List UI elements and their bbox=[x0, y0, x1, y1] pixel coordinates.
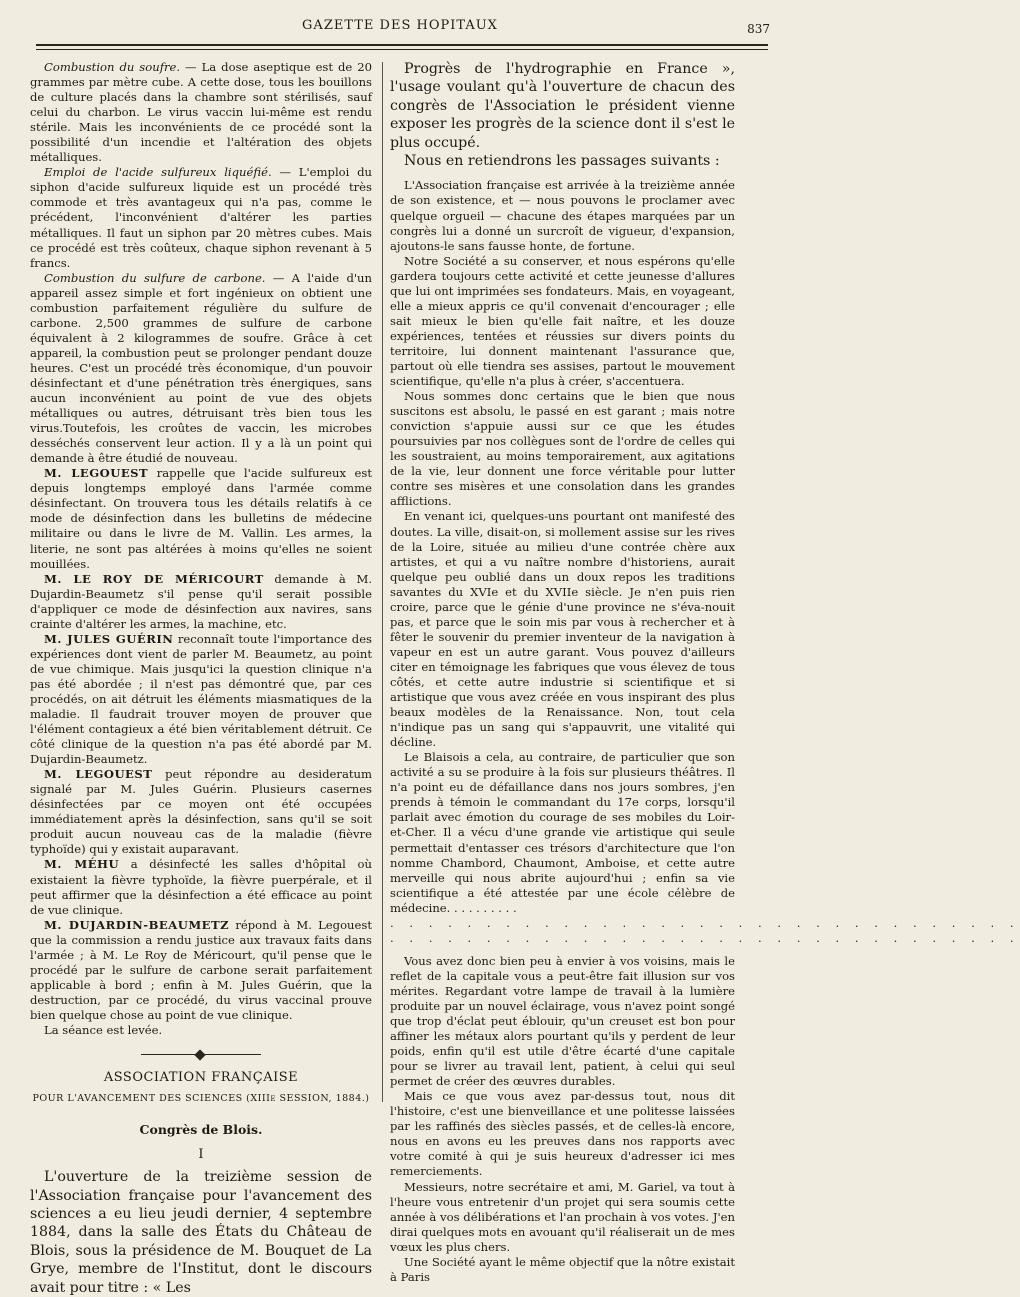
speaker-name: M. DUJARDIN-BEAUMETZ bbox=[44, 917, 230, 932]
quote-paragraph: Notre Société a su conserver, et nous espérons qu'elle gardera toujours cette activité et cette jeunesse d'allures que lui ont imprimées ses fondateurs. Mais, en voyageant, elle a mieux appris ce qu'il convenait d'encourager ; elle sait mieux le bien qu'elle fait naître, et les douze expériences, tentées et réussies sur divers points du territoire, lui donnent maintenant l'assurance que, partout où elle tiendra ses assises, partout le mouvement scientifique, qu'elle n'a plus à créer, s'accentuera. bbox=[390, 253, 735, 389]
spacer bbox=[390, 170, 735, 178]
paragraph-mehu: M. MÉHU a désinfecté les salles d'hôpital où existaient la fièvre typhoïde, la fièvre puerpérale, et il peut affirmer que la désinfection a été efficace au point de vue clinique. bbox=[30, 857, 372, 917]
journal-title: GAZETTE DES HOPITAUX bbox=[302, 18, 498, 33]
paragraph-title: Emploi de l'acide sulfureux liquéfié. bbox=[44, 165, 272, 180]
paragraph-sulfure-carbone: Combustion du sulfure de carbone. — A l'aide d'un appareil assez simple et fort ingénieux on obtient une combustion parfaitement régulière du sulfure de carbone. 2,500 grammes de sulfure de carbone équivalent à 2 kilogrammes de soufre. Grâce à cet appareil, la combustion peut se prolonger pendant douze heures. C'est un procédé très économique, d'un pouvoir désinfectant et d'une pénétration très énergiques, sans aucun inconvénient au point de vue des objets métalliques ou autres, détruisant très bien tous les virus.Toutefois, les croûtes de vaccin, les microbes desséchés conservent leur action. Il y a là un point qui demande à être étudié de nouveau. bbox=[30, 270, 372, 466]
quote-paragraph: Nous sommes donc certains que le bien que nous suscitons est absolu, le passé en est garant ; mais notre conviction s'appuie aussi sur ce que les études poursuivies par nos collègues sont de l'ordre de celles qui les soustraient, au moins temporairement, aux agitations de la vie, leur donnent une force véritable pour lutter contre ses misères et une consolation dans les grandes afflictions. bbox=[390, 389, 735, 509]
speaker-name: M. LE ROY DE MÉRICOURT bbox=[44, 571, 264, 586]
quote-paragraph: L'Association française est arrivée à la treizième année de son existence, et — nous pouvons le proclamer avec quelque orgueil — chacune des étapes marquées par un congrès lui a donné un surcroît de vigueur, d'expansion, ajoutons-le sans fausse honte, de fortune. bbox=[390, 178, 735, 253]
paragraph-dujardin: M. DUJARDIN-BEAUMETZ répond à M. Legouest que la commission a rendu justice aux travaux faits dans l'armée ; à M. Le Roy de Méricourt, qu'il pense que le procédé par le sulfure de carbone serait parfaitement applicable à bord ; enfin à M. Jules Guérin, que la destruction, par ce procédé, du virus vaccinal prouve bien quelque chose au point de vue clinique. bbox=[30, 917, 372, 1022]
section-title: ASSOCIATION FRANÇAISE bbox=[103, 1070, 299, 1086]
right-column bbox=[390, 60, 1020, 1284]
quote-paragraph: Une Société ayant le même objectif que la nôtre existait à Paris bbox=[390, 1254, 735, 1284]
paragraph-legouest-2: M. LEGOUEST peut répondre au desideratum signalé par M. Jules Guérin. Plusieurs casernes désinfectées par ce moyen ont été occupées immédiatement après la désinfection, sans qu'il se soit produit aucun nouveau cas de la maladie (fièvre typhoïde) qui y existait auparavant. bbox=[30, 767, 372, 857]
roman-numeral: I bbox=[198, 1147, 204, 1163]
speaker-name: M. LEGOUEST bbox=[44, 466, 149, 481]
section-ornament bbox=[141, 1052, 261, 1058]
paragraph-acide-sulfureux: Emploi de l'acide sulfureux liquéfié. — L'emploi du siphon d'acide sulfureux liquide est un procédé très commode et très avantageux qui n'a pas, comme le précédent, l'inconvénient d'altérer les parties métalliques. Il faut un siphon par 20 mètres cubes. Mais ce procédé est très coûteux, chaque siphon revenant à 5 francs. bbox=[30, 165, 372, 270]
lead-continuation: Progrès de l'hydrographie en France », l'usage voulant qu'à l'ouverture de chacun des congrès de l'Association le président vienne exposer les progrès de la science dont il s'est le plus occupé. bbox=[390, 61, 735, 151]
speaker-name: M. MÉHU bbox=[44, 857, 120, 872]
paragraph-soufre: Combustion du soufre. — La dose aseptique est de 20 grammes par mètre cube. A cette dose, tous les bouillons de culture placés dans la chambre sont stérilisés, sauf celui du charbon. Le virus vaccin lui-même est rendu stérile. Mais les inconvénients de ce procédé sont la possibilité d'un incendie et l'altération des objets métalliques. bbox=[30, 60, 372, 165]
paragraph-le-roy: M. LE ROY DE MÉRICOURT demande à M. Dujardin-Beaumetz s'il pense qu'il serait possible d'appliquer ce mode de désinfection aux navires, sans crainte d'altérer les armes, la machine, etc. bbox=[30, 571, 372, 631]
lead-passages: Nous en retiendrons les passages suivants : bbox=[404, 153, 720, 170]
ellipsis-line: . . . . . . . . . . . . . . . . . . . . . . . . . . . . . . . . . bbox=[390, 915, 1020, 930]
header-rule-thick bbox=[36, 44, 768, 46]
header-rule-thin bbox=[36, 49, 768, 50]
ellipsis-line: . . . . . . . . . . . . . . . . . . . . . . . . . . . . . . . . . bbox=[390, 930, 1020, 945]
paragraph-title: Combustion du sulfure de carbone. bbox=[44, 270, 266, 285]
section-subtitle: POUR L'AVANCEMENT DES SCIENCES (XIIIe SESSION, 1884.) bbox=[32, 1093, 370, 1105]
left-column bbox=[30, 60, 373, 1296]
page-header bbox=[30, 14, 770, 44]
column-divider bbox=[382, 62, 383, 1102]
page-number: 837 bbox=[747, 22, 770, 36]
congres-heading: Congrès de Blois. bbox=[139, 1122, 263, 1138]
speaker-name: M. LEGOUEST bbox=[44, 767, 153, 782]
paragraph-legouest: M. LEGOUEST rappelle que l'acide sulfureux est depuis longtemps employé dans l'armée comme désinfectant. On trouvera tous les détails relatifs à ce mode de désinfection dans les bulletins de médecine militaire ou dans le livre de M. Vallin. Les armes, la literie, ne sont pas altérées à moins qu'elles ne soient mouillées. bbox=[30, 466, 373, 571]
quote-paragraph: Messieurs, notre secrétaire et ami, M. Gariel, va tout à l'heure vous entretenir d'un projet qui sera soumis cette année à vos délibérations et l'an prochain à vos votes. J'en dirai quelques mots en avouant qu'il réaliserait un de mes vœux les plus chers. bbox=[390, 1179, 735, 1254]
quote-paragraph: Vous avez donc bien peu à envier à vos voisins, mais le reflet de la capitale vous a peut-être fait illusion sur vos mérites. Regardant votre lampe de travail à la lumière produite par un nouvel éclairage, vous n'avez point songé que trop d'éclat peut éblouir, qu'un creuset est bon pour affiner les métaux alors pourtant qu'ils y perdent de leur poids, enfin qu'il est utile d'être écarté d'une capitale pour se livrer au travail lent, patient, à celui qui seul permet de créer des œuvres durables. bbox=[390, 953, 735, 1089]
quote-paragraph: Le Blaisois a cela, au contraire, de particulier que son activité a su se produire à la fois sur plusieurs théâtres. Il n'a point eu de défaillance dans nos jours sombres, j'en prends à témoin le commandant du 17e corps, lorsqu'il parlait avec émotion du courage de ses mobiles du Loir-et-Cher. Il a vécu d'une grande vie artistique qui seule permettait d'entasser ces trésors d'architecture que l'on nomme Chambord, Chaumont, Amboise, et cette autre merveille qui nous abrite aujourd'hui ; enfin sa vie scientifique a été attestée par une école célèbre de médecine. . . . . . . . . . bbox=[390, 750, 735, 915]
quote-paragraph: Mais ce que vous avez par-dessus tout, nous dit l'histoire, c'est une bienveillance et une politesse laissées par les raffinés des siècles passés, et de celles-là encore, nous en avons eu les preuves dans nos rapports avec votre comité à qui je suis heureux d'adresser ici mes remerciements. bbox=[390, 1089, 735, 1179]
quote-paragraph: En venant ici, quelques-uns pourtant ont manifesté des doutes. La ville, disait-on, si mollement assise sur les rives de la Loire, située au milieu d'une contrée chère aux artistes, et qui a vu naître nombre d'historiens, aurait quelque peu oublié dans un doux repos les traditions savantes du XVIe et du XVIIe siècle. Je n'en puis rien croire, parce que le génie d'une province ne s'éva-nouit pas, et parce que le soin mis par vous à rechercher et à fêter le souvenir du premier inventeur de la navigation à vapeur en est un autre garant. Vous pouvez d'ailleurs citer en témoignage les fabriques que vous élevez de tous côtés, et cette autre industrie si scientifique et si artistique que vous avez créée en vous inspirant des plus beaux modèles de la Renaissance. Non, tout cela n'indique pas un sang qui s'appauvrit, une vitalité qui décline. bbox=[390, 509, 735, 750]
spacer bbox=[390, 946, 735, 954]
paragraph-title: Combustion du soufre. bbox=[44, 60, 181, 74]
paragraph-guerin: M. JULES GUÉRIN reconnaît toute l'importance des expériences dont vient de parler M. Beaumetz, au point de vue chimique. Mais jusqu'ici la question clinique n'a pas été abordée ; il n'est pas démontré que, par ces procédés, on ait détruit les éléments miasmatiques de la maladie. Il faudrait trouver moyen de prouver que l'élément contagieux a été bien véritablement détruit. Ce côté clinique de la question n'a pas été abordé par M. Dujardin-Beaumetz. bbox=[30, 631, 373, 767]
lead-paragraph: L'ouverture de la treizième session de l'Association française pour l'avancement des sciences a eu lieu jeudi dernier, 4 septembre 1884, dans la salle des États du Château de Blois, sous la présidence de M. Bouquet de La Grye, membre de l'Institut, dont le discours avait pour titre : « Les bbox=[30, 1169, 372, 1296]
paragraph-seance-levee: La séance est levée. bbox=[44, 1023, 163, 1037]
speaker-name: M. JULES GUÉRIN bbox=[44, 631, 174, 646]
